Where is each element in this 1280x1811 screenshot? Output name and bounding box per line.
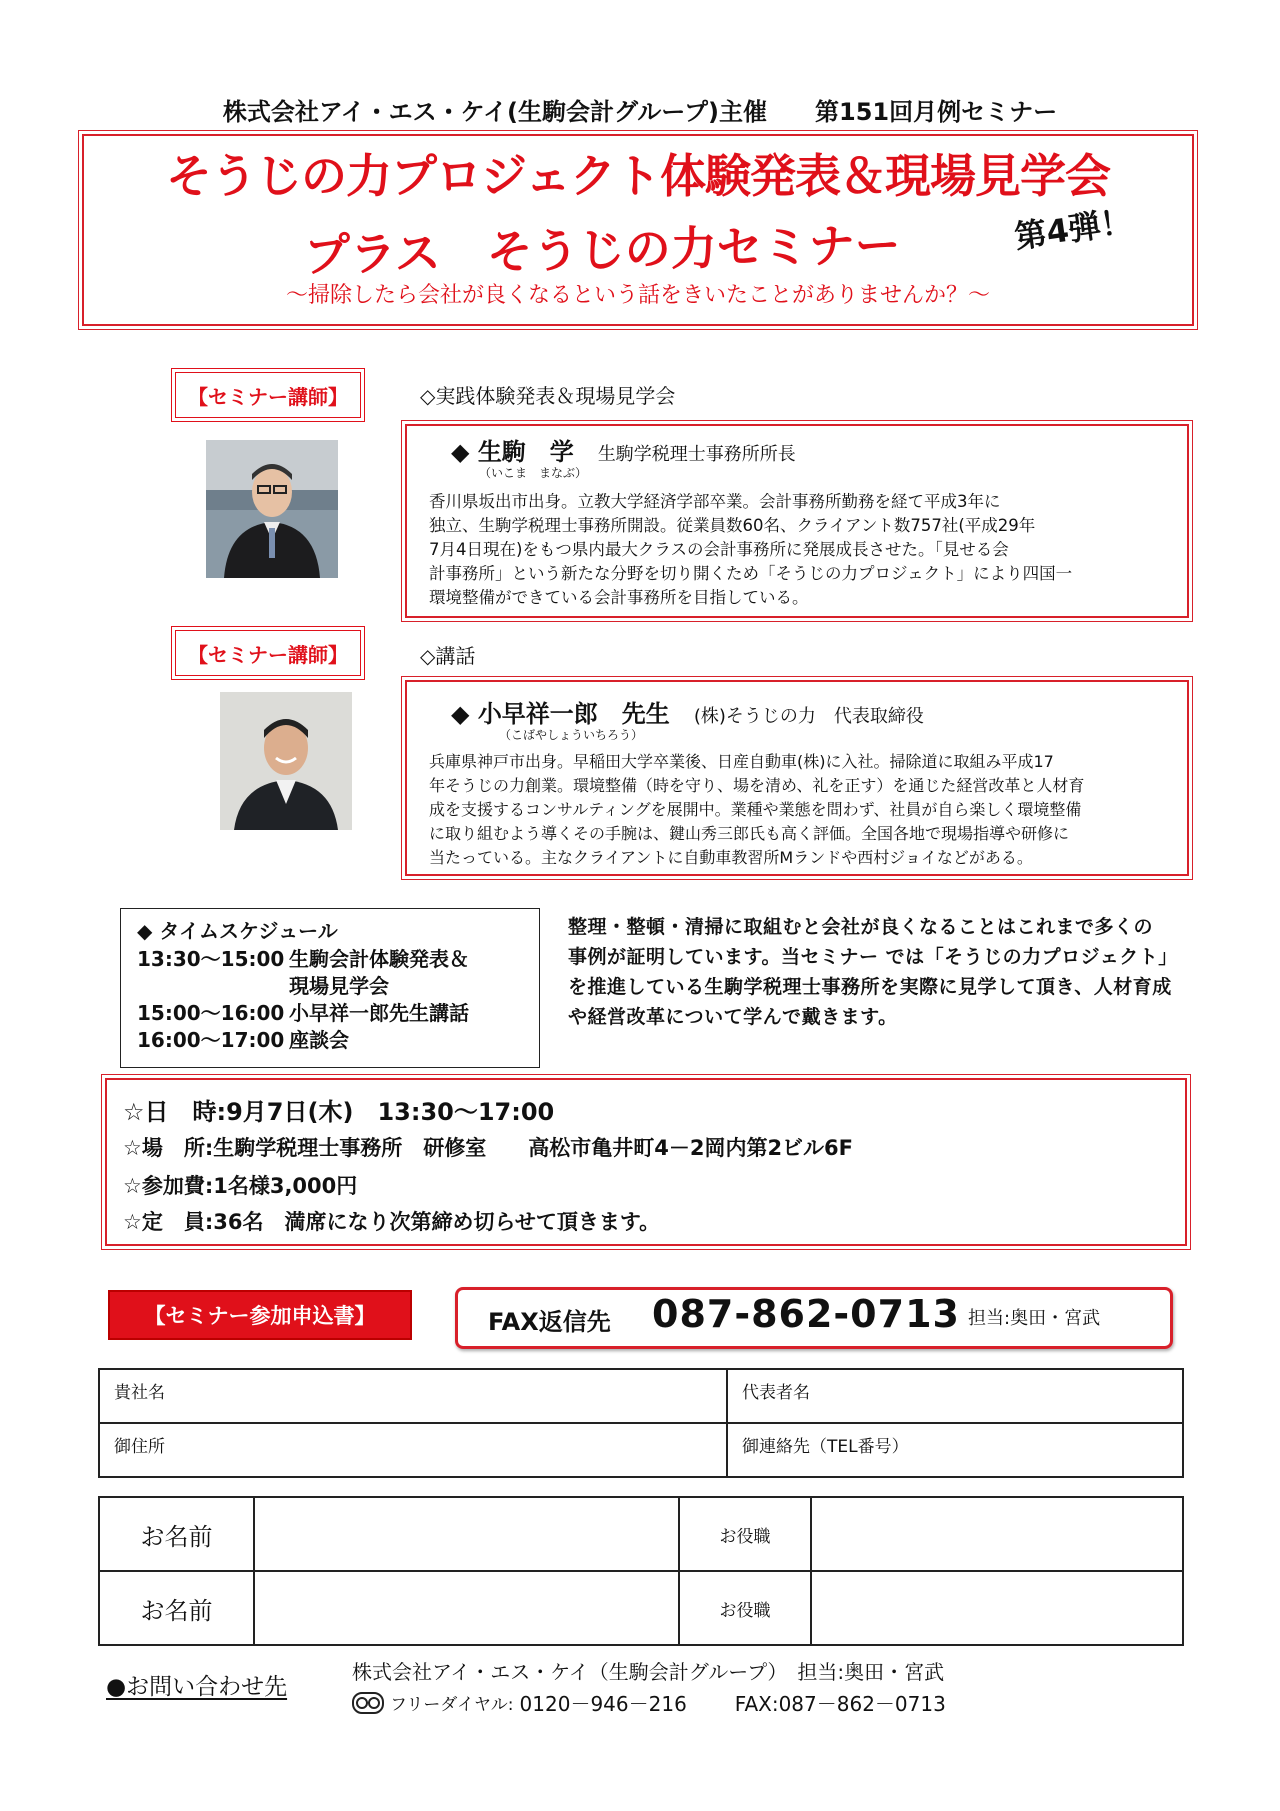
- representative-field[interactable]: [727, 1369, 1183, 1423]
- attendee-name-field[interactable]: [254, 1571, 679, 1645]
- title-box: [82, 134, 1194, 326]
- attendee-position-label: お役職: [679, 1497, 811, 1571]
- event-info-box: [105, 1078, 1187, 1246]
- bio-box-1: [405, 424, 1189, 618]
- contact-fax: FAX:087－862－0713: [734, 1692, 946, 1716]
- bio-line: 当たっている。主なクライアントに自動車教習所Mランドや西村ジョイなどがある。: [429, 848, 1033, 867]
- section-label-2: ◇講話: [420, 644, 476, 668]
- freedial-icon: [352, 1692, 384, 1714]
- bio-line: 計事務所」という新たな分野を切り開くため「そうじの力プロジェクト」により四国一: [429, 564, 1073, 583]
- schedule-row: [121, 946, 539, 973]
- contact-title: ●お問い合わせ先: [106, 1674, 288, 1700]
- organizer: 株式会社アイ・エス・ケイ(生駒会計グループ)主催: [222, 98, 768, 126]
- lecturer-tag-2: 【セミナー講師】: [175, 630, 361, 676]
- name-text-2: ◆ 小早祥一郎 先生: [451, 700, 670, 728]
- lecturer-role-2: (株)そうじの力 代表取締役: [693, 706, 924, 727]
- attendee-table: [98, 1496, 1184, 1646]
- bio-line: 成を支援するコンサルティングを展開中。業種や業態を問わず、社員が自ら楽しく環境整備: [429, 800, 1082, 819]
- company-info-table: [98, 1368, 1184, 1478]
- schedule-item: 座談会: [289, 1028, 349, 1052]
- company-name-label: 貴社名: [114, 1383, 165, 1403]
- name-text-1: ◆ 生駒 学: [451, 438, 574, 466]
- schedule-title: ◆ タイムスケジュール: [137, 919, 338, 943]
- phone-field[interactable]: [727, 1423, 1183, 1477]
- application-form-tag: 【セミナー参加申込書】: [108, 1290, 412, 1340]
- schedule-time: [121, 973, 289, 1000]
- schedule-row: [121, 973, 539, 1000]
- bio-line: 香川県坂出市出身。立教大学経済学部卒業。会計事務所勤務を経て平成3年に: [429, 492, 1001, 511]
- bio-line: 7月4日現在)をもつ県内最大クラスの会計事務所に発展成長させた。「見せる会: [429, 540, 1009, 559]
- fax-contact-person: 担当:奥田・宮武: [968, 1308, 1101, 1329]
- schedule-time: 16:00～17:00: [137, 1028, 285, 1052]
- schedule-item: 現場見学会: [289, 974, 389, 998]
- schedule-time: 13:30～15:00: [137, 947, 285, 971]
- bio-line: 独立、生駒学税理士事務所開設。従業員数60名、クライアント数757社(平成29年: [429, 516, 1036, 535]
- schedule-row: [121, 1000, 539, 1027]
- lecturer-bio-2: [429, 750, 1084, 870]
- representative-label: 代表者名: [742, 1383, 810, 1403]
- address-label: 御住所: [114, 1437, 165, 1457]
- lecturer-bio-1: [429, 490, 1072, 610]
- schedule-row: [121, 1027, 539, 1054]
- bio-box-2: [405, 680, 1189, 876]
- company-name-field[interactable]: [99, 1369, 727, 1423]
- attendee-position-field[interactable]: [811, 1571, 1183, 1645]
- schedule-item: 小早祥一郎先生講話: [289, 1001, 469, 1025]
- bio-line: 環境整備ができている会計事務所を目指している。: [429, 588, 809, 607]
- phone-label: 御連絡先（TEL番号）: [742, 1437, 909, 1457]
- freedial-number: 0120－946－216: [519, 1692, 687, 1716]
- attendee-name-field[interactable]: [254, 1497, 679, 1571]
- sub-title: プラス そうじの力セミナー: [303, 217, 902, 283]
- bio-line: 兵庫県神戸市出身。早稲田大学卒業後、日産自動車(株)に入社。掃除道に取組み平成17: [429, 752, 1054, 771]
- schedule-item: 生駒会計体験発表＆: [289, 947, 469, 971]
- lecturer-role-1: 生駒学税理士事務所所長: [597, 444, 796, 465]
- seminar-number: 第151回月例セミナー: [815, 98, 1058, 126]
- contact-numbers: [352, 1688, 946, 1717]
- lecturer-ruby-2: （こばやしょういちろう）: [499, 728, 644, 742]
- time-schedule: [120, 908, 540, 1068]
- freedial-label: フリーダイヤル:: [390, 1695, 514, 1715]
- fax-reply-box: [455, 1287, 1173, 1349]
- info-place: ☆場 所:生駒学税理士事務所 研修室 高松市亀井町4－2岡内第2ビル6F: [123, 1136, 854, 1160]
- lecturer-photo-2: [220, 692, 352, 830]
- section-label-1: ◇実践体験発表＆現場見学会: [420, 384, 676, 408]
- main-title: そうじの力プロジェクト体験発表＆現場見学会: [165, 149, 1111, 203]
- bio-line: 年そうじの力創業。環境整備（時を守り、場を清め、礼を正す）を通じた経営改革と人材育: [429, 776, 1085, 795]
- attendee-name-label: お名前: [99, 1571, 254, 1645]
- contact-company: 株式会社アイ・エス・ケイ（生駒会計グループ） 担当:奥田・宮武: [352, 1660, 945, 1684]
- lecturer-photo-1: [206, 440, 338, 578]
- tagline: ～掃除したら会社が良くなるという話をきいたことがありませんか？～: [285, 283, 990, 308]
- edition-badge: 第4弾！: [1012, 201, 1135, 257]
- attendee-name-label: お名前: [99, 1497, 254, 1571]
- attendee-position-label: お役職: [679, 1571, 811, 1645]
- address-field[interactable]: [99, 1423, 727, 1477]
- header-line: [0, 92, 1280, 127]
- intro-text: 整理・整頓・清掃に取組むと会社が良くなることはこれまで多くの事例が証明しています。当セミナー では「そうじの力プロジェクト」を推進している生駒学税理士事務所を実際に見学して頂き、人材育成や経営改革について学んで戴きます。: [568, 916, 1172, 1028]
- lecturer-name-2: [451, 694, 924, 729]
- lecturer-name-1: [451, 432, 796, 467]
- info-date: ☆日 時:9月7日(木) 13:30～17:00: [123, 1098, 555, 1126]
- schedule-time: 15:00～16:00: [137, 1001, 285, 1025]
- attendee-position-field[interactable]: [811, 1497, 1183, 1571]
- info-capacity: ☆定 員:36名 満席になり次第締め切らせて頂きます。: [123, 1210, 661, 1234]
- lecturer-tag-1: 【セミナー講師】: [175, 372, 361, 418]
- attendee-row: [99, 1497, 1183, 1571]
- bio-line: に取り組むよう導くその手腕は、鍵山秀三郎氏も高く評価。全国各地で現場指導や研修に: [429, 824, 1070, 843]
- attendee-row: [99, 1571, 1183, 1645]
- fax-number: 087-862-0713: [652, 1292, 960, 1336]
- info-fee: ☆参加費:1名様3,000円: [123, 1174, 358, 1198]
- lecturer-ruby-1: （いこま まなぶ）: [479, 466, 588, 480]
- fax-label: FAX返信先: [488, 1308, 611, 1336]
